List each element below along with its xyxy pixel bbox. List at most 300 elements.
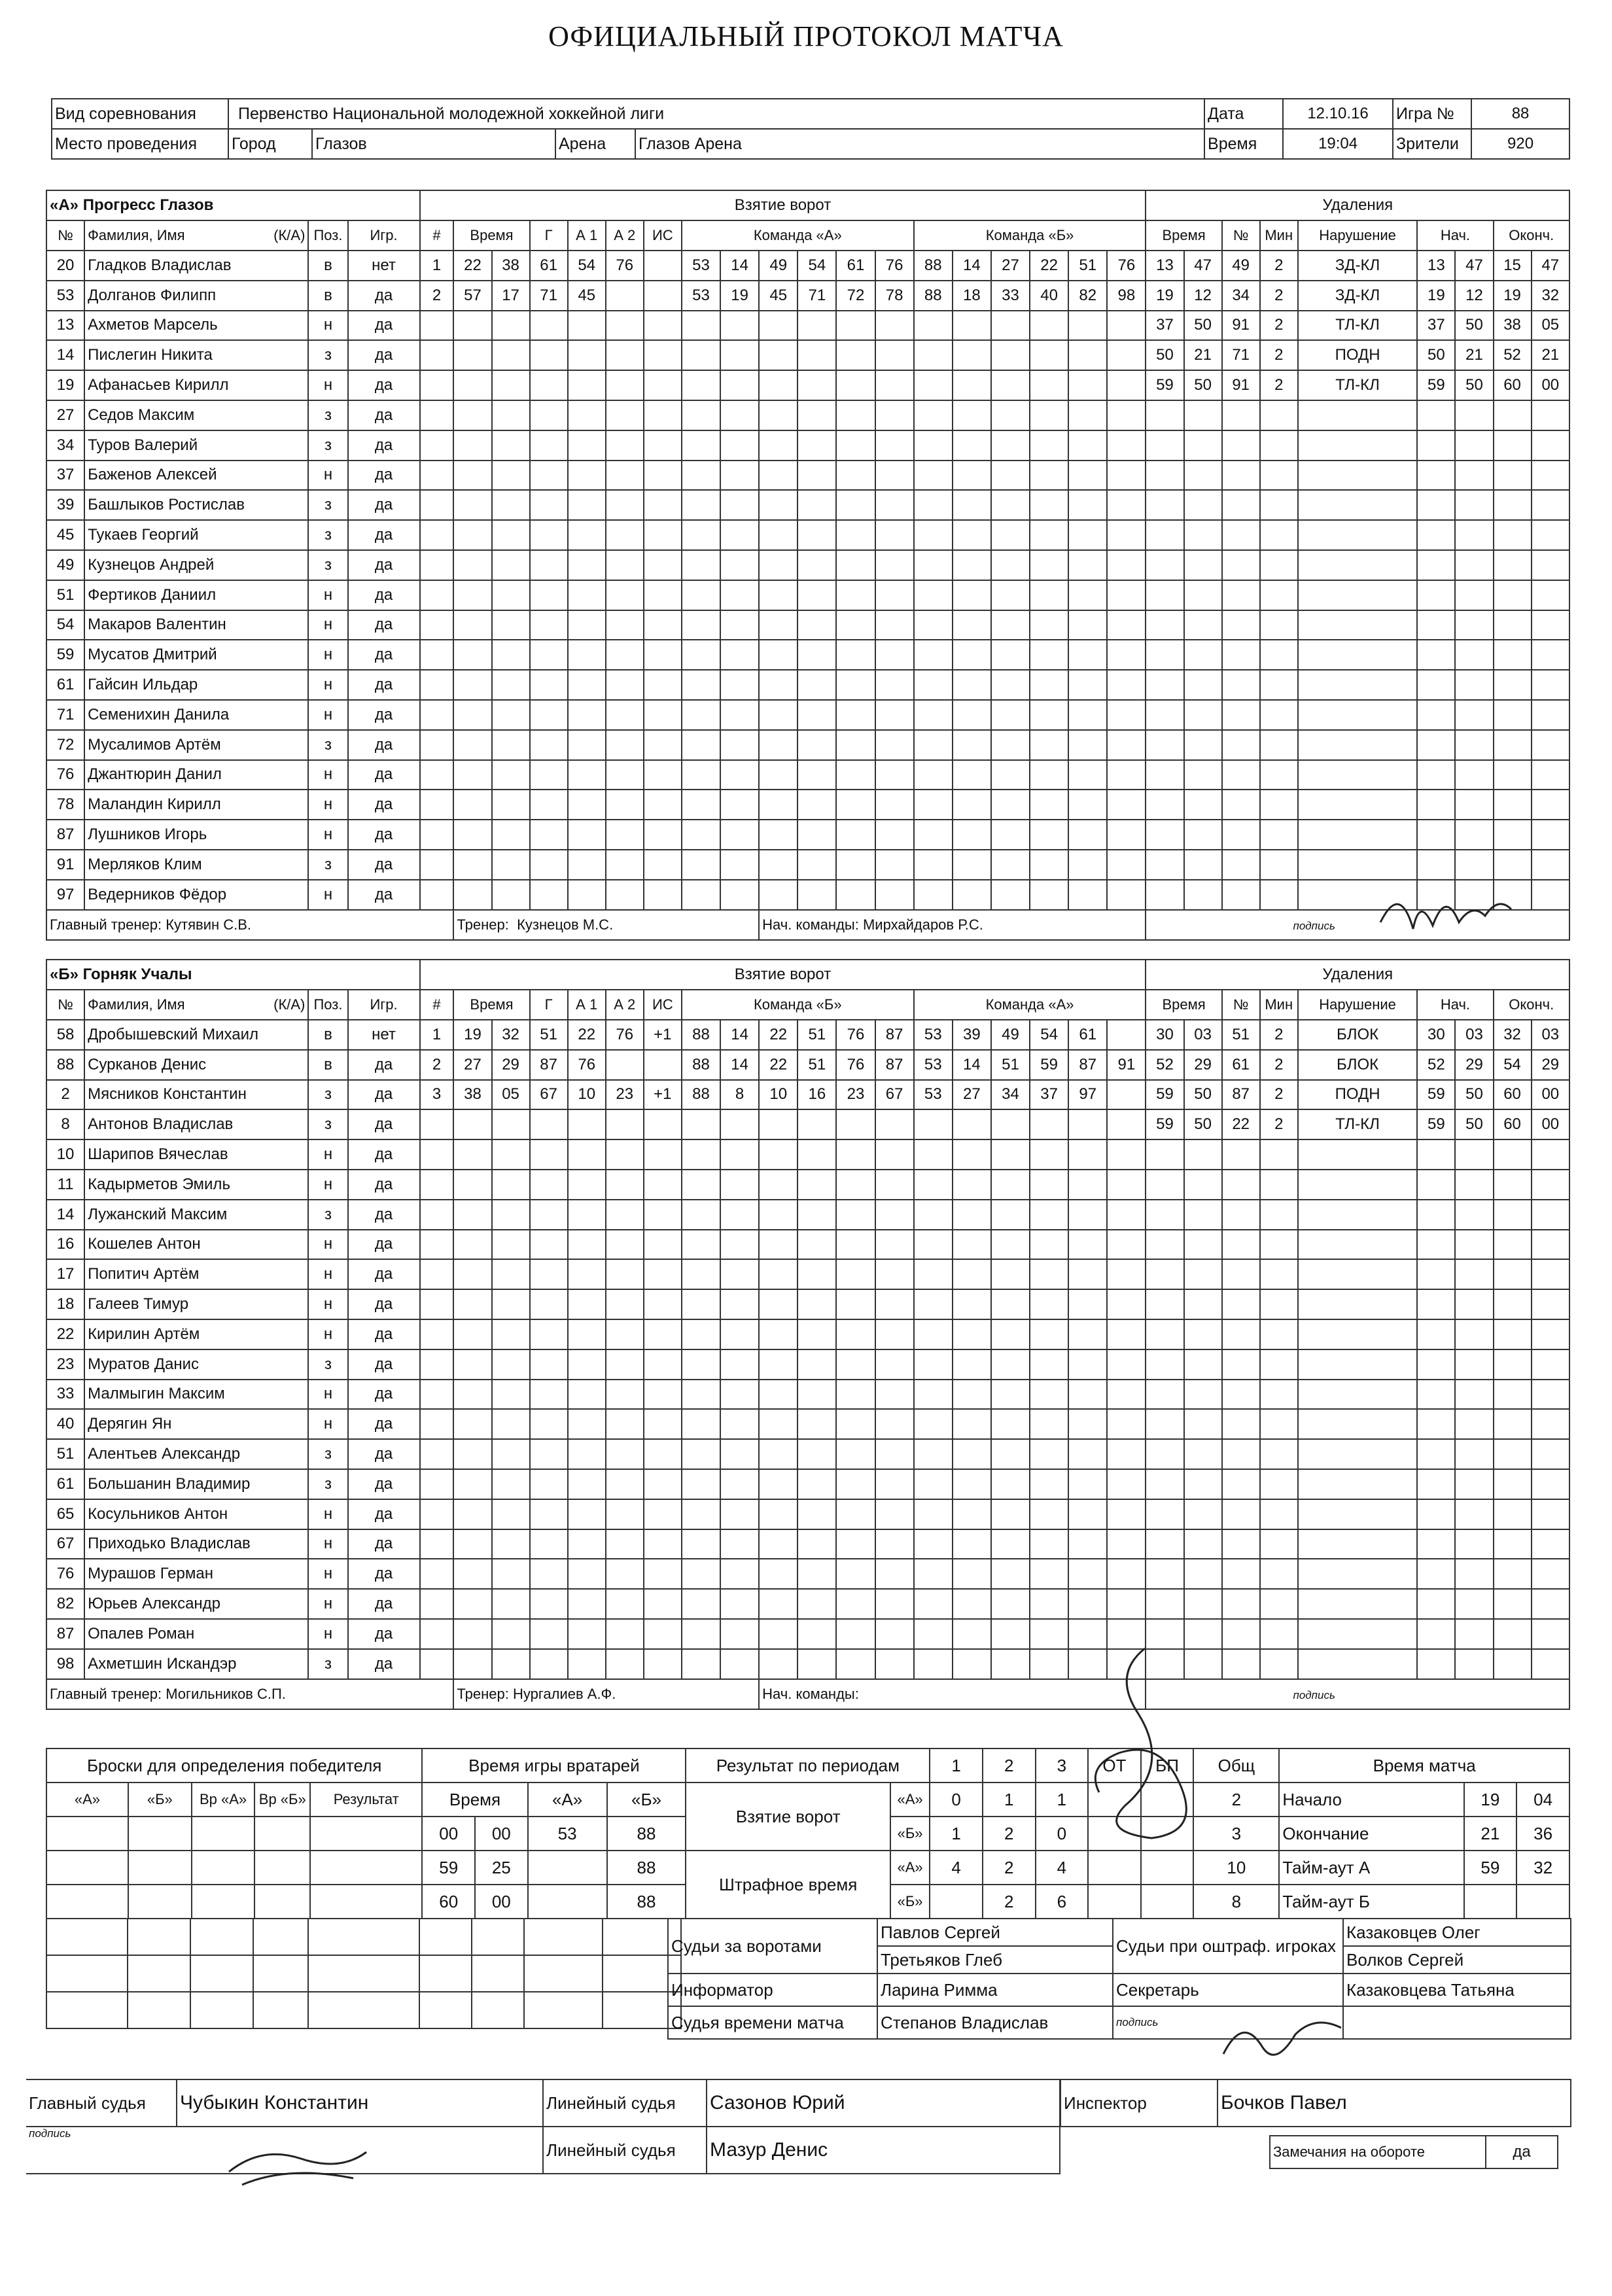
penalty-start-sec [1455,1349,1493,1380]
player-number: 61 [46,1469,84,1499]
onice-opp-player [991,1230,1030,1260]
onice-opp-player [1068,311,1107,341]
onice-opp-player [1068,370,1107,400]
penalty-end-min [1494,640,1532,670]
penalty-start-min: 52 [1417,1050,1455,1080]
shootout-blank-rows [46,1918,682,2029]
penalty-end-sec [1532,1589,1569,1619]
goal-situation [644,1139,682,1170]
penalty-time-min: 59 [1146,1109,1183,1139]
goal-time-min [453,370,491,400]
onice-own-player [759,790,797,820]
player-position: н [308,1619,347,1649]
goal-assist-1: 22 [568,1020,606,1050]
goal-assist-2 [606,1559,644,1589]
player-name: Кадырметов Эмиль [84,1170,308,1200]
goal-assist-2 [606,430,644,461]
onice-own-player [720,1139,759,1170]
player-played: да [348,370,420,400]
penalty-violation [1298,430,1418,461]
onice-own-player [875,1499,914,1529]
penalty-player [1222,1349,1260,1380]
periods-pen-b-total: 8 [1193,1885,1279,1919]
onice-own-player [875,1170,914,1200]
penalty-time-min [1146,820,1183,850]
team-a-player-row [46,251,1569,281]
penalty-time-min: 30 [1146,1020,1183,1050]
player-name: Шарипов Вячеслав [84,1139,308,1170]
penalty-minutes: 2 [1260,1020,1298,1050]
goal-time-min [453,730,491,760]
onice-own-player [875,640,914,670]
goal-number [420,670,454,700]
onice-opp-player [991,1200,1030,1230]
penalty-end-min [1494,1529,1532,1559]
goal-time-sec [492,1200,530,1230]
goal-number [420,1439,454,1469]
penalty-minutes [1260,490,1298,520]
player-number: 17 [46,1259,84,1289]
onice-own-player: 71 [797,281,836,311]
periods-pen-b-so [1141,1885,1194,1919]
onice-own-player [875,400,914,430]
player-played: да [348,1050,420,1080]
game-no-label: Игра № [1393,99,1471,129]
team-a-penalties-title: Удаления [1146,190,1569,220]
onice-opp-player [1107,1409,1146,1439]
penalty-start-sec [1455,610,1493,640]
goal-scorer [530,1289,568,1319]
onice-opp-player [1068,1200,1107,1230]
onice-own-player [836,700,875,730]
onice-opp-player [991,1409,1030,1439]
player-name: Малмыгин Максим [84,1380,308,1410]
player-name: Долганов Филипп [84,281,308,311]
onice-opp-player [1107,1349,1146,1380]
penalty-minutes [1260,730,1298,760]
goal-time-min [453,1649,491,1679]
col-pen-time: Время [1146,990,1221,1020]
penalty-end-sec [1532,1529,1569,1559]
penalty-start-min [1417,1499,1455,1529]
onice-opp-player [1068,580,1107,610]
secretary-value: Казаковцева Татьяна [1343,1974,1571,2006]
penalty-end-sec: 21 [1532,340,1569,370]
informer-label: Информатор [668,1974,877,2006]
player-position: з [308,520,347,550]
player-played: да [348,670,420,700]
onice-own-player [720,370,759,400]
onice-own-player [720,760,759,790]
player-played: да [348,1529,420,1559]
onice-opp-player [1030,1499,1068,1529]
onice-own-player [836,820,875,850]
player-name: Семенихин Данила [84,700,308,730]
penalty-player [1222,1469,1260,1499]
onice-opp-player [1107,1230,1146,1260]
team-a-table [46,190,1570,941]
onice-opp-player [1030,1439,1068,1469]
header-table [51,98,1570,160]
team-b-player-row [46,1349,1569,1380]
col-team-a-opp: Команда «А» [914,990,1146,1020]
onice-opp-player [991,430,1030,461]
penalty-player [1222,1259,1260,1289]
penalty-time-sec [1184,430,1222,461]
penalty-end-min: 60 [1494,1080,1532,1110]
goal-situation [644,251,682,281]
player-position: н [308,1230,347,1260]
col-pen-num: № [1222,990,1260,1020]
onice-opp-player [991,1319,1030,1349]
goal-time-sec [492,610,530,640]
penalty-start-min: 59 [1417,1080,1455,1110]
onice-own-player [759,520,797,550]
goal-time-sec [492,311,530,341]
onice-opp-player: 22 [1030,251,1068,281]
goal-assist-1 [568,430,606,461]
goal-number [420,520,454,550]
onice-opp-player [1030,1380,1068,1410]
onice-own-player: 45 [759,281,797,311]
periods-title: Результат по периодам [686,1748,930,1783]
onice-own-player [682,1529,720,1559]
onice-own-player [836,850,875,880]
penalty-violation [1298,610,1418,640]
goal-number [420,580,454,610]
timeout-a-ss: 32 [1516,1851,1569,1885]
penalty-player: 61 [1222,1050,1260,1080]
onice-opp-player [1030,1230,1068,1260]
penalty-time-sec [1184,850,1222,880]
goal-scorer [530,520,568,550]
onice-own-player [682,520,720,550]
team-b-player-row [46,1619,1569,1649]
penalty-start-min: 59 [1417,370,1455,400]
onice-own-player: 54 [797,251,836,281]
goal-number [420,1289,454,1319]
onice-opp-player [1068,760,1107,790]
onice-own-player [797,790,836,820]
onice-own-player: 16 [797,1080,836,1110]
penalty-end-sec: 47 [1532,251,1569,281]
onice-own-player [720,1109,759,1139]
onice-own-player [797,490,836,520]
penalty-end-min: 38 [1494,311,1532,341]
onice-opp-player [991,461,1030,491]
onice-opp-player [914,1319,953,1349]
player-position: н [308,1380,347,1410]
shootout-col-gka: Вр «А» [192,1783,255,1817]
goal-time-sec [492,730,530,760]
player-name: Макаров Валентин [84,610,308,640]
penalty-minutes [1260,1349,1298,1380]
penalty-start-min [1417,1200,1455,1230]
penalty-time-min [1146,1230,1183,1260]
col-pos: Поз. [308,220,347,251]
penalty-end-min [1494,1589,1532,1619]
onice-own-player [875,1200,914,1230]
penalty-end-min [1494,1200,1532,1230]
penalty-player [1222,1589,1260,1619]
penbox-judge-1: Казаковцев Олег [1343,1919,1571,1946]
team-a-player-row [46,550,1569,580]
player-number: 72 [46,730,84,760]
onice-opp-player [1068,1589,1107,1619]
player-name: Баженов Алексей [84,461,308,491]
goal-assist-2 [606,760,644,790]
penalty-end-min: 60 [1494,370,1532,400]
penalty-time-sec [1184,760,1222,790]
penalty-end-min: 32 [1494,1020,1532,1050]
onice-own-player [836,640,875,670]
goal-assist-2 [606,1619,644,1649]
goal-situation [644,1259,682,1289]
shootout-col-a: «А» [46,1783,128,1817]
penalty-violation [1298,850,1418,880]
onice-own-player [682,1649,720,1679]
onice-opp-player [1030,1349,1068,1380]
team-a-captain: Нач. команды: Мирхайдаров Р.С. [759,910,1146,940]
onice-own-player [682,850,720,880]
penalty-time-min: 52 [1146,1050,1183,1080]
penalty-violation [1298,640,1418,670]
penalty-violation [1298,580,1418,610]
penalty-player [1222,580,1260,610]
goal-assist-1 [568,1109,606,1139]
onice-own-player [759,1259,797,1289]
penalty-minutes [1260,880,1298,910]
player-number: 54 [46,610,84,640]
goal-time-min [453,820,491,850]
onice-opp-player [914,880,953,910]
goal-number [420,1649,454,1679]
penalty-minutes [1260,1319,1298,1349]
onice-own-player [759,1559,797,1589]
penalty-end-sec [1532,730,1569,760]
goal-assist-1 [568,1529,606,1559]
goal-assist-1 [568,1649,606,1679]
goal-situation [644,1589,682,1619]
penalty-end-sec [1532,820,1569,850]
goal-number [420,1409,454,1439]
onice-opp-player [1107,760,1146,790]
penalty-start-sec [1455,1200,1493,1230]
onice-opp-player [914,340,953,370]
player-number: 14 [46,1200,84,1230]
onice-own-player [875,1649,914,1679]
penalty-time-min [1146,1589,1183,1619]
goal-time-sec [492,670,530,700]
goal-assist-1 [568,400,606,430]
col-num: № [46,990,84,1020]
player-name: Попитич Артём [84,1259,308,1289]
penalty-start-min [1417,790,1455,820]
onice-own-player [759,1439,797,1469]
onice-opp-player [953,520,991,550]
onice-own-player: 14 [720,1020,759,1050]
penalty-end-sec: 29 [1532,1050,1569,1080]
referee-signature-mark [222,2132,373,2198]
penalty-violation [1298,1139,1418,1170]
goal-time-sec [492,880,530,910]
penalty-minutes [1260,520,1298,550]
goal-time-min [453,1409,491,1439]
goal-time-sec [492,430,530,461]
penalty-start-sec [1455,550,1493,580]
player-number: 76 [46,760,84,790]
penalty-start-min [1417,1170,1455,1200]
goal-time-sec [492,850,530,880]
team-b-captain: Нач. команды: [759,1679,1146,1709]
penalty-time-min [1146,1469,1183,1499]
penalty-end-min [1494,430,1532,461]
penalty-start-min [1417,700,1455,730]
onice-own-player [682,790,720,820]
onice-opp-player: 14 [953,251,991,281]
penalty-end-min [1494,1349,1532,1380]
onice-opp-player [914,1649,953,1679]
periods-pen-b-1 [930,1885,983,1919]
onice-own-player [836,520,875,550]
player-played: да [348,520,420,550]
goal-scorer [530,400,568,430]
goal-time-sec [492,490,530,520]
match-start-label: Начало [1279,1783,1463,1817]
onice-opp-player: 49 [991,1020,1030,1050]
onice-own-player [682,490,720,520]
onice-own-player [797,400,836,430]
goal-situation [644,1619,682,1649]
penalty-time-sec: 50 [1184,311,1222,341]
player-name: Мусалимов Артём [84,730,308,760]
player-played: да [348,1259,420,1289]
player-position: н [308,1259,347,1289]
onice-own-player [720,1409,759,1439]
goal-time-sec [492,1619,530,1649]
goal-assist-1 [568,1319,606,1349]
penalty-start-sec [1455,461,1493,491]
periods-goals-label: Взятие ворот [686,1783,890,1851]
player-name: Кирилин Артём [84,1319,308,1349]
penalty-player [1222,1380,1260,1410]
goal-assist-2 [606,1200,644,1230]
informer-value: Ларина Римма [877,1974,1113,2006]
penalty-minutes [1260,550,1298,580]
penalty-time-min [1146,760,1183,790]
goal-number [420,1259,454,1289]
onice-opp-player [1107,790,1146,820]
onice-own-player [682,1230,720,1260]
onice-own-player: 53 [682,251,720,281]
onice-opp-player [914,790,953,820]
team-a-signature: подпись [1146,910,1569,940]
penalty-start-min: 50 [1417,340,1455,370]
onice-own-player [797,1259,836,1289]
onice-opp-player: 39 [953,1020,991,1050]
player-number: 22 [46,1319,84,1349]
goal-judge-1: Павлов Сергей [877,1919,1113,1946]
player-number: 71 [46,700,84,730]
player-number: 78 [46,790,84,820]
goal-number [420,1499,454,1529]
onice-own-player [797,1589,836,1619]
goalie-row-1-ss: 00 [475,1817,528,1851]
onice-opp-player [1030,1319,1068,1349]
penalty-player [1222,640,1260,670]
onice-own-player [875,790,914,820]
penalty-end-min: 15 [1494,251,1532,281]
onice-own-player [797,1109,836,1139]
penalty-player [1222,1499,1260,1529]
onice-opp-player [1030,311,1068,341]
periods-goals-b-total: 3 [1193,1817,1279,1851]
onice-own-player [759,1589,797,1619]
player-number: 23 [46,1349,84,1380]
penalty-end-sec [1532,430,1569,461]
onice-opp-player [1030,550,1068,580]
onice-own-player [875,550,914,580]
onice-opp-player [914,1200,953,1230]
goal-time-min [453,1559,491,1589]
goal-time-min [453,640,491,670]
goal-number [420,400,454,430]
penalty-start-min [1417,1319,1455,1349]
onice-opp-player [991,1619,1030,1649]
penalty-time-sec [1184,550,1222,580]
player-name: Кузнецов Андрей [84,550,308,580]
penalty-end-sec [1532,550,1569,580]
penalty-player [1222,400,1260,430]
periods-goals-a-2: 1 [983,1783,1036,1817]
penalty-start-sec: 21 [1455,340,1493,370]
onice-opp-player: 82 [1068,281,1107,311]
penalty-end-min [1494,850,1532,880]
penalty-end-min [1494,1230,1532,1260]
penalty-time-sec [1184,1499,1222,1529]
onice-own-player [836,1499,875,1529]
period-2-header: 2 [983,1748,1036,1783]
player-number: 51 [46,580,84,610]
player-name: Джантюрин Данил [84,760,308,790]
team-b-player-row [46,1409,1569,1439]
onice-own-player [682,700,720,730]
player-played: да [348,1589,420,1619]
onice-opp-player: 88 [914,281,953,311]
penalty-start-sec: 50 [1455,1080,1493,1110]
goal-number [420,820,454,850]
player-name: Афанасьев Кирилл [84,370,308,400]
col-pen-start: Нач. [1417,990,1493,1020]
onice-own-player [875,1469,914,1499]
goal-time-min [453,580,491,610]
goal-situation [644,610,682,640]
team-b-player-row [46,1200,1569,1230]
goal-assist-1: 45 [568,281,606,311]
onice-opp-player [1107,311,1146,341]
onice-opp-player: 34 [991,1080,1030,1110]
onice-opp-player [991,850,1030,880]
penalty-end-sec [1532,1409,1569,1439]
goal-assist-1 [568,1200,606,1230]
goal-assist-2 [606,610,644,640]
goal-assist-2 [606,1289,644,1319]
team-b-player-row [46,1259,1569,1289]
onice-own-player: 67 [875,1080,914,1110]
goal-scorer [530,1170,568,1200]
player-played: да [348,1439,420,1469]
goal-situation [644,520,682,550]
